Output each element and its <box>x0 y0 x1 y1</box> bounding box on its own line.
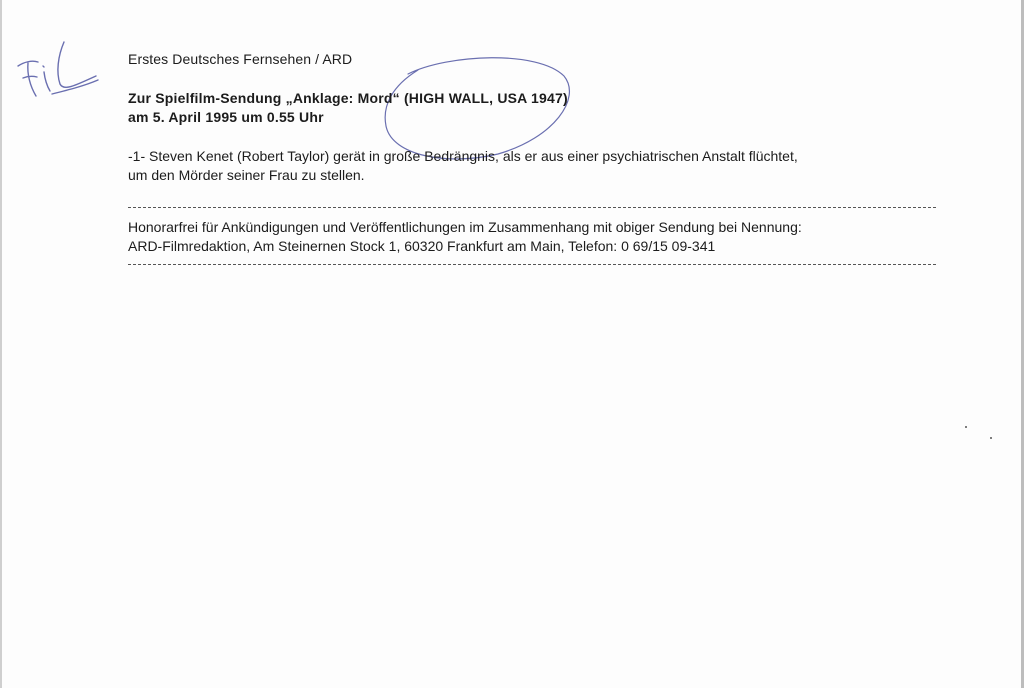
headline-airdate: am 5. April 1995 um 0.55 Uhr <box>128 109 324 125</box>
sender-line: Erstes Deutsches Fernsehen / ARD <box>128 51 353 67</box>
speck-mark <box>965 426 967 428</box>
speck-mark <box>990 437 992 439</box>
headline-title: Zur Spielfilm-Sendung „Anklage: Mord“ (HIGH WALL, USA 1947) <box>128 90 568 106</box>
summary-line-1: -1- Steven Kenet (Robert Taylor) gerät in große Bedrängnis, als er aus einer psychiatrischen Anstalt flüchtet, <box>128 148 798 164</box>
summary-line-2: um den Mörder seiner Frau zu stellen. <box>128 167 365 183</box>
dashed-divider-bottom <box>128 264 936 265</box>
copyright-notice <box>128 218 948 256</box>
notice-line-1: Honorarfrei für Ankündigungen und Veröffentlichungen im Zusammenhang mit obiger Sendung bei Nennung: <box>128 219 802 235</box>
notice-line-2: ARD-Filmredaktion, Am Steinernen Stock 1, 60320 Frankfurt am Main, Telefon: 0 69/15 09-341 <box>128 238 716 254</box>
handwritten-note <box>8 36 104 108</box>
dashed-divider-top <box>128 207 936 208</box>
scene-summary <box>128 147 928 185</box>
broadcast-headline <box>128 89 568 127</box>
